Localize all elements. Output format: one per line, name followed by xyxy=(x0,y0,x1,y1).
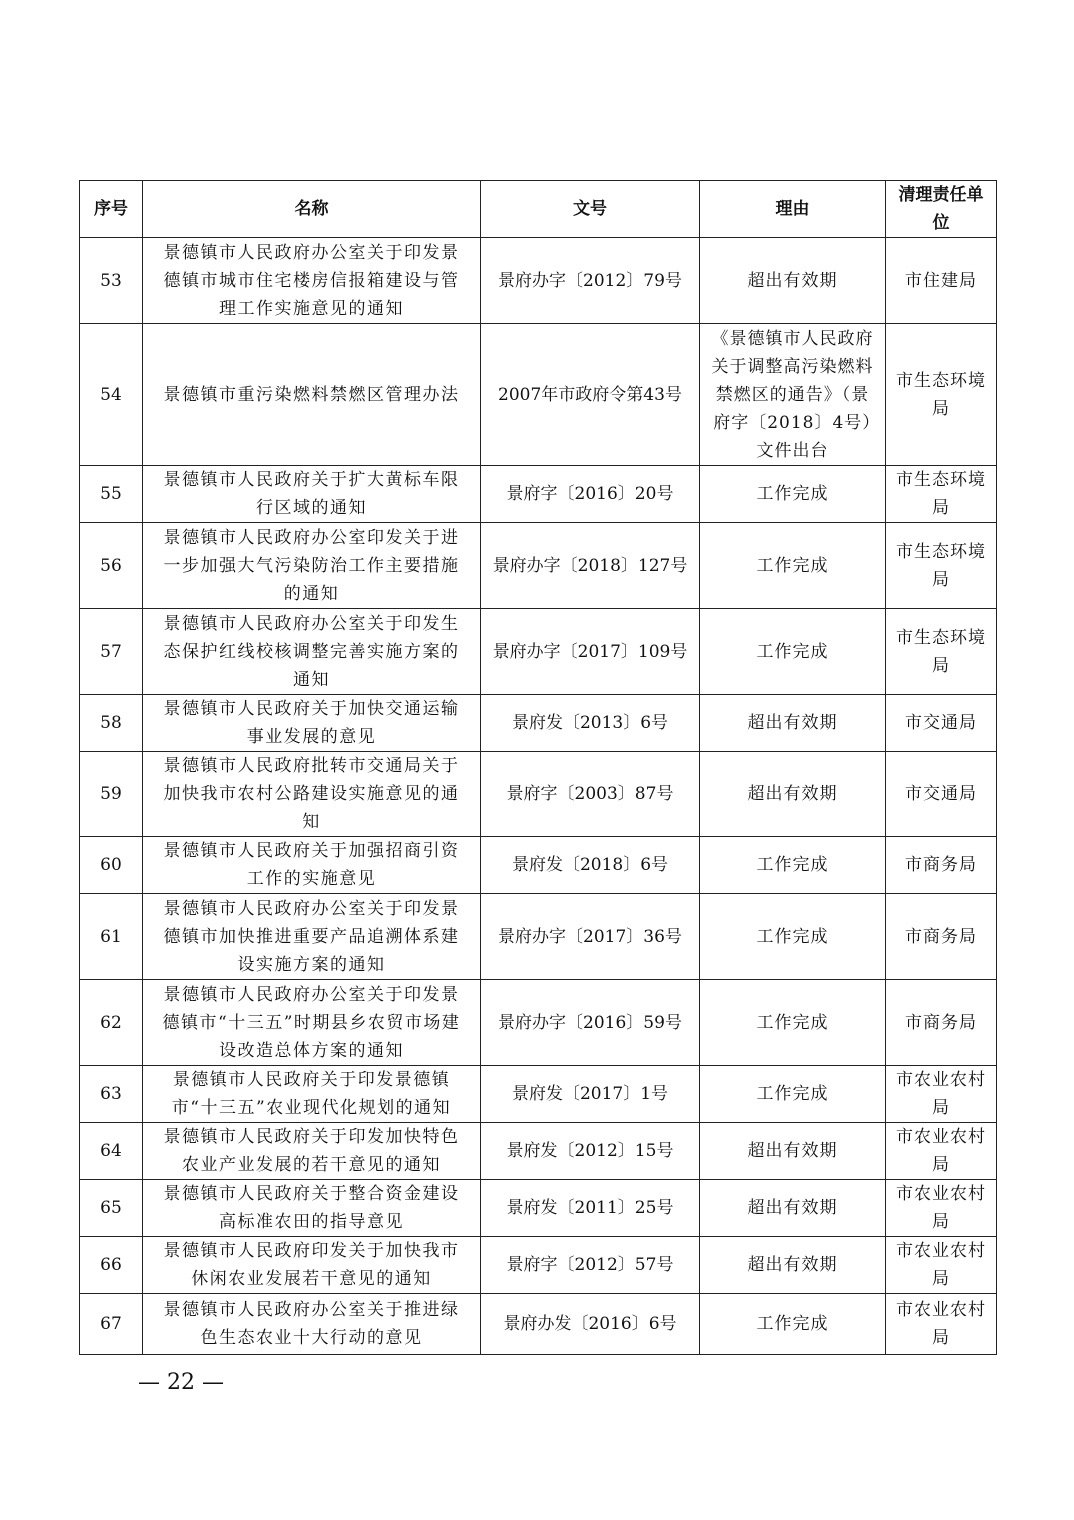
table-row xyxy=(80,695,997,752)
cell-reason: 工作完成 xyxy=(700,837,886,894)
cell-doc-no: 景府发〔2013〕6号 xyxy=(481,695,700,752)
table-row xyxy=(80,466,997,523)
cell-doc-no: 2007年市政府令第43号 xyxy=(481,324,700,466)
cell-reason: 超出有效期 xyxy=(700,238,886,324)
cell-reason: 工作完成 xyxy=(700,466,886,523)
cell-index: 66 xyxy=(80,1237,143,1294)
cell-name: 景德镇市人民政府关于印发景德镇市“十三五”农业现代化规划的通知 xyxy=(143,1066,481,1123)
cell-index: 63 xyxy=(80,1066,143,1123)
cell-index: 64 xyxy=(80,1123,143,1180)
table-row xyxy=(80,980,997,1066)
cell-doc-no: 景府办字〔2017〕109号 xyxy=(481,609,700,695)
cell-unit: 市生态环境局 xyxy=(886,324,997,466)
cell-unit: 市商务局 xyxy=(886,894,997,980)
cell-unit: 市商务局 xyxy=(886,980,997,1066)
cell-index: 56 xyxy=(80,523,143,609)
cell-index: 67 xyxy=(80,1294,143,1355)
cell-unit: 市农业农村局 xyxy=(886,1123,997,1180)
cell-name: 景德镇市人民政府办公室关于印发景德镇市“十三五”时期县乡农贸市场建设改造总体方案的通知 xyxy=(143,980,481,1066)
cell-index: 59 xyxy=(80,752,143,837)
cell-index: 60 xyxy=(80,837,143,894)
header-index: 序号 xyxy=(80,181,143,238)
cell-name: 景德镇市人民政府关于加快交通运输事业发展的意见 xyxy=(143,695,481,752)
cell-unit: 市交通局 xyxy=(886,695,997,752)
cell-index: 55 xyxy=(80,466,143,523)
cell-reason: 工作完成 xyxy=(700,894,886,980)
table-row xyxy=(80,1294,997,1355)
table-row xyxy=(80,324,997,466)
cell-doc-no: 景府字〔2003〕87号 xyxy=(481,752,700,837)
cell-index: 58 xyxy=(80,695,143,752)
cell-unit: 市生态环境局 xyxy=(886,609,997,695)
cell-index: 62 xyxy=(80,980,143,1066)
header-reason: 理由 xyxy=(700,181,886,238)
cell-reason: 超出有效期 xyxy=(700,1180,886,1237)
cell-index: 65 xyxy=(80,1180,143,1237)
cell-index: 57 xyxy=(80,609,143,695)
cell-index: 53 xyxy=(80,238,143,324)
cell-reason: 工作完成 xyxy=(700,523,886,609)
cell-unit: 市农业农村局 xyxy=(886,1066,997,1123)
cell-unit: 市农业农村局 xyxy=(886,1180,997,1237)
table-row xyxy=(80,523,997,609)
cell-name: 景德镇市人民政府办公室印发关于进一步加强大气污染防治工作主要措施的通知 xyxy=(143,523,481,609)
cell-doc-no: 景府发〔2012〕15号 xyxy=(481,1123,700,1180)
cell-unit: 市生态环境局 xyxy=(886,523,997,609)
cell-name: 景德镇市重污染燃料禁燃区管理办法 xyxy=(143,324,481,466)
cell-doc-no: 景府字〔2016〕20号 xyxy=(481,466,700,523)
cell-unit: 市生态环境局 xyxy=(886,466,997,523)
cell-unit: 市商务局 xyxy=(886,837,997,894)
header-unit: 清理责任单位 xyxy=(886,181,997,238)
table-row xyxy=(80,837,997,894)
cell-name: 景德镇市人民政府印发关于加快我市休闲农业发展若干意见的通知 xyxy=(143,1237,481,1294)
cell-reason: 《景德镇市人民政府关于调整高污染燃料禁燃区的通告》（景府字〔2018〕4号）文件出台 xyxy=(700,324,886,466)
cell-name: 景德镇市人民政府关于整合资金建设高标准农田的指导意见 xyxy=(143,1180,481,1237)
table-row xyxy=(80,752,997,837)
table-row xyxy=(80,238,997,324)
cell-reason: 工作完成 xyxy=(700,1066,886,1123)
cell-name: 景德镇市人民政府办公室关于印发景德镇市加快推进重要产品追溯体系建设实施方案的通知 xyxy=(143,894,481,980)
table-row xyxy=(80,1123,997,1180)
cell-doc-no: 景府发〔2017〕1号 xyxy=(481,1066,700,1123)
cell-index: 61 xyxy=(80,894,143,980)
cell-name: 景德镇市人民政府办公室关于推进绿色生态农业十大行动的意见 xyxy=(143,1294,481,1355)
table-row xyxy=(80,1180,997,1237)
cell-unit: 市交通局 xyxy=(886,752,997,837)
cell-name: 景德镇市人民政府关于加强招商引资工作的实施意见 xyxy=(143,837,481,894)
cell-name: 景德镇市人民政府办公室关于印发景德镇市城市住宅楼房信报箱建设与管理工作实施意见的通知 xyxy=(143,238,481,324)
cell-doc-no: 景府办字〔2016〕59号 xyxy=(481,980,700,1066)
table-header-row xyxy=(80,181,997,238)
cell-name: 景德镇市人民政府关于扩大黄标车限行区域的通知 xyxy=(143,466,481,523)
cell-reason: 超出有效期 xyxy=(700,752,886,837)
table-row xyxy=(80,1066,997,1123)
cell-reason: 超出有效期 xyxy=(700,695,886,752)
table-row xyxy=(80,1237,997,1294)
table-row xyxy=(80,894,997,980)
cell-doc-no: 景府字〔2012〕57号 xyxy=(481,1237,700,1294)
cell-doc-no: 景府办发〔2016〕6号 xyxy=(481,1294,700,1355)
cell-reason: 工作完成 xyxy=(700,609,886,695)
cell-name: 景德镇市人民政府批转市交通局关于加快我市农村公路建设实施意见的通知 xyxy=(143,752,481,837)
cell-name: 景德镇市人民政府办公室关于印发生态保护红线校核调整完善实施方案的通知 xyxy=(143,609,481,695)
cell-unit: 市农业农村局 xyxy=(886,1294,997,1355)
header-doc-no: 文号 xyxy=(481,181,700,238)
cell-unit: 市农业农村局 xyxy=(886,1237,997,1294)
cell-reason: 工作完成 xyxy=(700,1294,886,1355)
page-number: — 22 — xyxy=(138,1370,224,1395)
cell-name: 景德镇市人民政府关于印发加快特色农业产业发展的若干意见的通知 xyxy=(143,1123,481,1180)
header-name: 名称 xyxy=(143,181,481,238)
cell-doc-no: 景府办字〔2018〕127号 xyxy=(481,523,700,609)
cell-doc-no: 景府发〔2011〕25号 xyxy=(481,1180,700,1237)
cell-reason: 超出有效期 xyxy=(700,1237,886,1294)
cell-index: 54 xyxy=(80,324,143,466)
cell-reason: 超出有效期 xyxy=(700,1123,886,1180)
table-row xyxy=(80,609,997,695)
table-body xyxy=(80,238,997,1355)
cell-unit: 市住建局 xyxy=(886,238,997,324)
cell-doc-no: 景府发〔2018〕6号 xyxy=(481,837,700,894)
cell-doc-no: 景府办字〔2012〕79号 xyxy=(481,238,700,324)
cell-reason: 工作完成 xyxy=(700,980,886,1066)
cell-doc-no: 景府办字〔2017〕36号 xyxy=(481,894,700,980)
document-table xyxy=(79,180,997,1355)
